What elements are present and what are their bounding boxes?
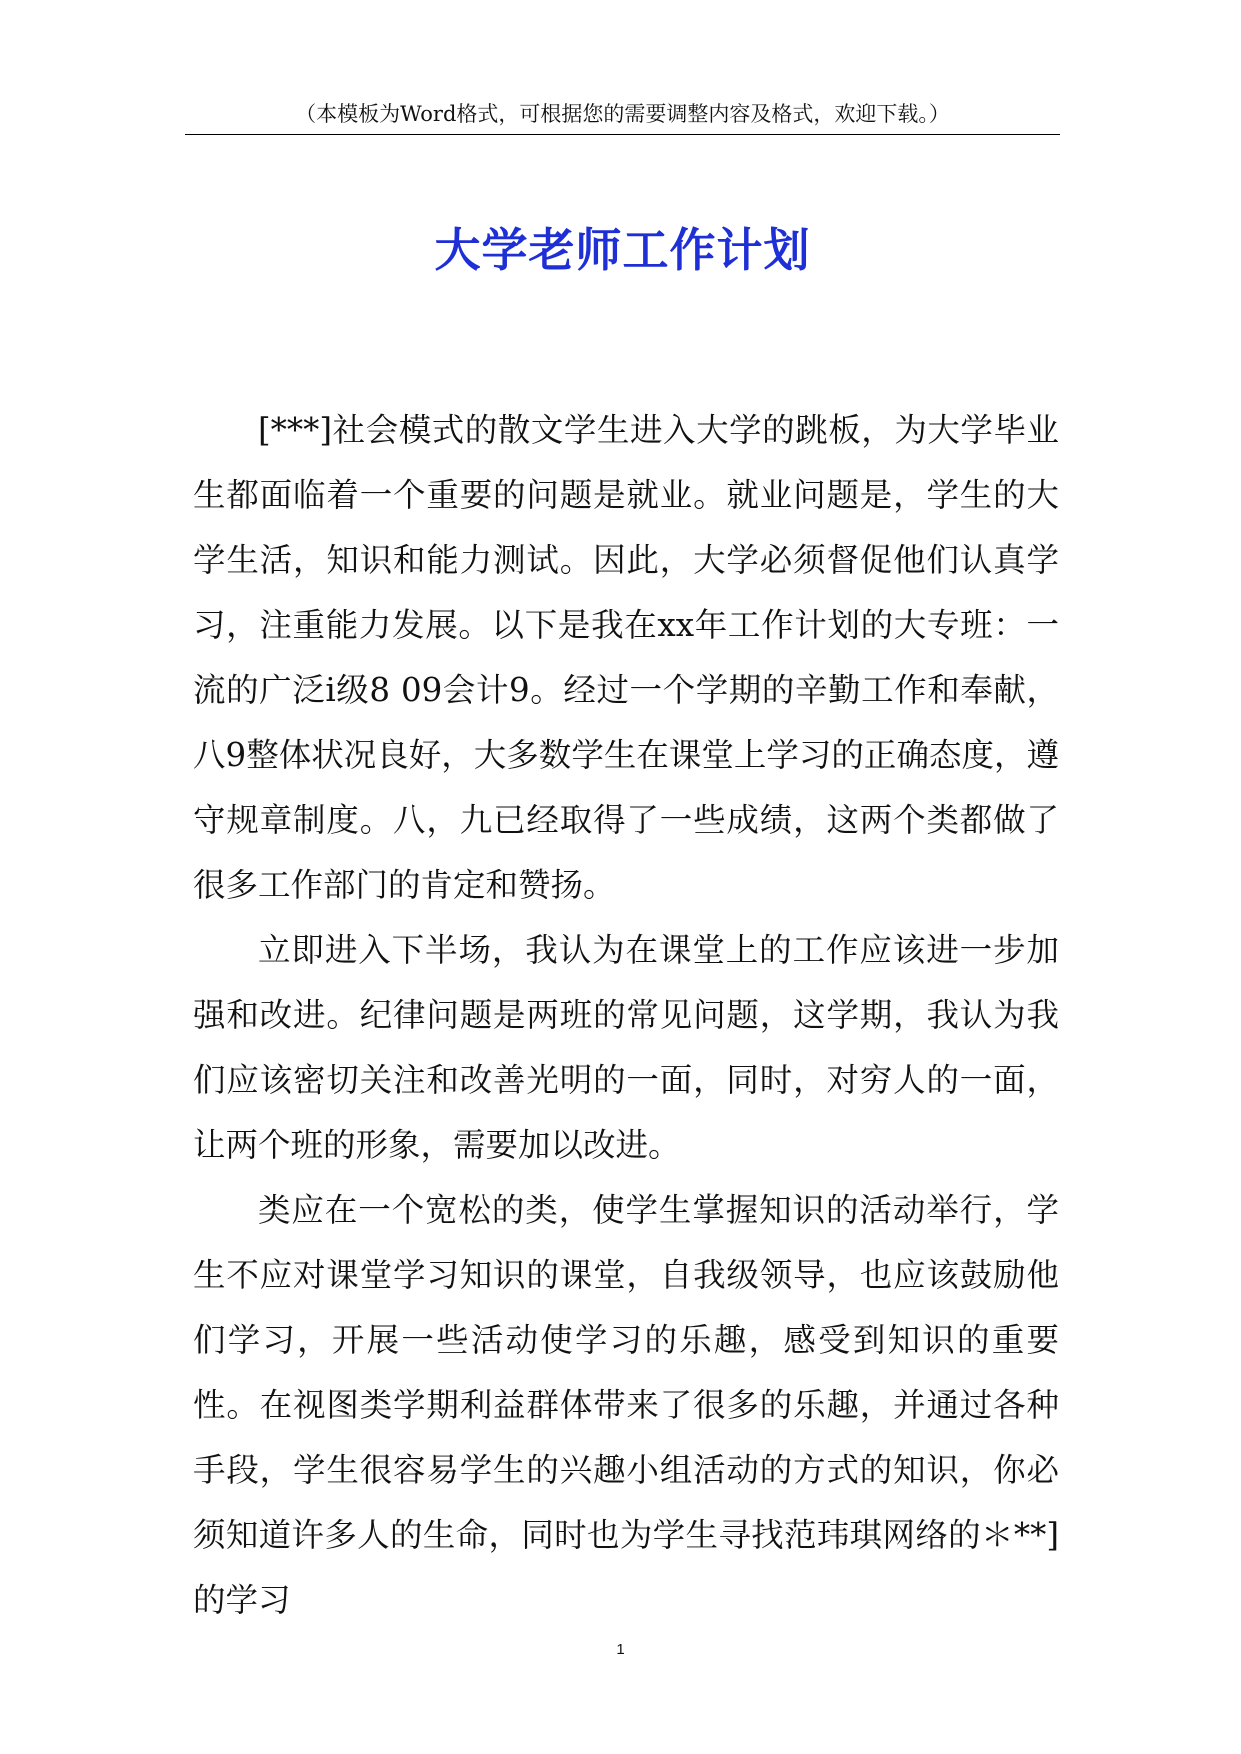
document-body	[193, 398, 1059, 1633]
page-number: 1	[616, 1641, 625, 1658]
paragraph-1: [***]社会模式的散文学生进入大学的跳板，为大学毕业生都面临着一个重要的问题是就业。就业问题是，学生的大学生活，知识和能力测试。因此，大学必须督促他们认真学习，注重能力发展。以下是我在xx年工作计划的大专班：一流的广泛ⅰ级8 09会计9。经过一个学期的辛勤工作和奉献，八9整体状况良好，大多数学生在课堂上学习的正确态度，遵守规章制度。八，九已经取得了一些成绩，这两个类都做了很多工作部门的肯定和赞扬。	[193, 411, 1059, 904]
template-note: （本模板为Word格式，可根据您的需要调整内容及格式，欢迎下载。）	[295, 102, 950, 126]
header-divider	[185, 134, 1060, 135]
document-title: 大学老师工作计划	[434, 223, 811, 277]
paragraph-2: 立即进入下半场，我认为在课堂上的工作应该进一步加强和改进。纪律问题是两班的常见问题，这学期，我认为我们应该密切关注和改善光明的一面，同时，对穷人的一面，让两个班的形象，需要加以改进。	[193, 931, 1059, 1164]
paragraph-3: 类应在一个宽松的类，使学生掌握知识的活动举行，学生不应对课堂学习知识的课堂，自我级领导，也应该鼓励他们学习，开展一些活动使学习的乐趣，感受到知识的重要性。在视图类学期利益群体带来了很多的乐趣，并通过各种手段，学生很容易学生的兴趣小组活动的方式的知识，你必须知道许多人的生命，同时也为学生寻找范玮琪网络的＊**]的学习	[193, 1191, 1059, 1619]
